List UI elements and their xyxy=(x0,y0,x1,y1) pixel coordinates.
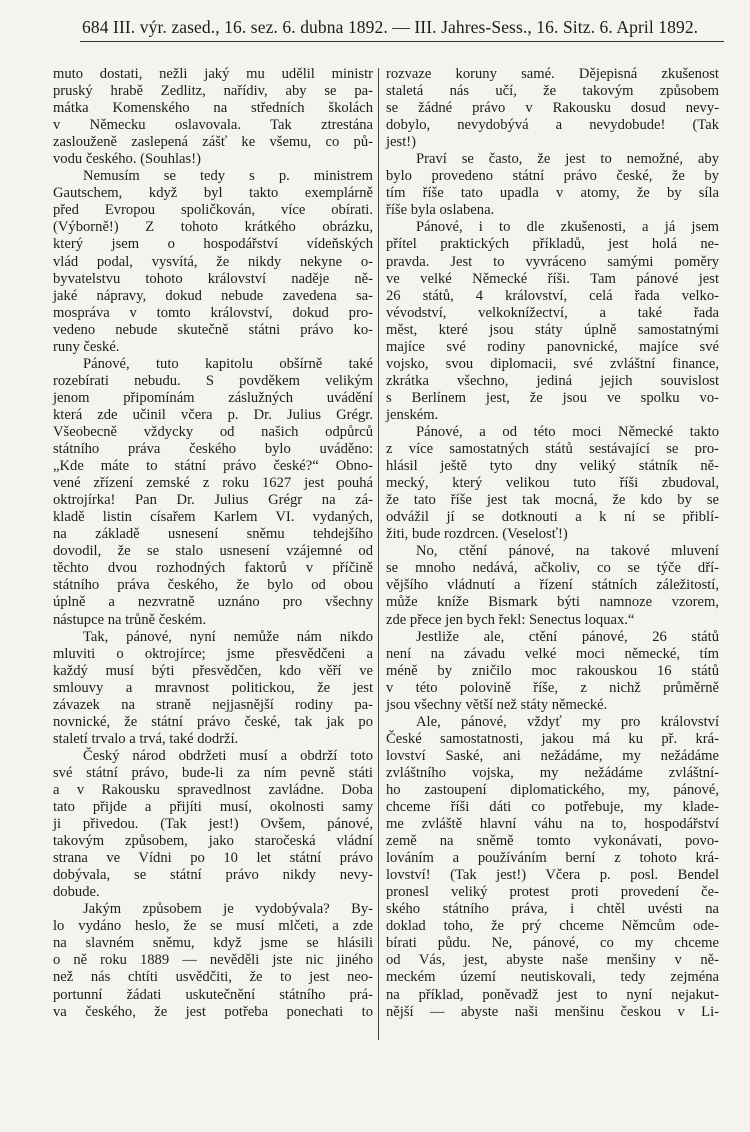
text-line: nější — abyste naši menšinu českou v Li- xyxy=(386,1003,719,1020)
text-line: vedeno nebude skutečně státni právo ko- xyxy=(53,321,373,338)
text-line: přítel praktických příkladů, jest holá ne- xyxy=(386,236,719,253)
text-line: odvážil jí se dotknouti a k ní se přiblí- xyxy=(386,509,719,526)
text-line: pruský hrabě Zedlitz, nařídiv, aby se pa- xyxy=(53,83,373,100)
text-line: se žádné právo v Rakousku dosud nevy- xyxy=(386,100,719,117)
text-line: dobylo, nevydobývá a nevydobude! (Tak xyxy=(386,117,719,134)
text-line: „Kde máte to státní právo české?“ Obno- xyxy=(53,458,373,475)
text-line: na příklad, poněvadž jest to nyní nejakut- xyxy=(386,986,719,1003)
text-line: než nás chtíti usvědčiti, že to jest neo- xyxy=(53,969,373,986)
text-line: me zvláště hlavní váhu na to, hospodářství xyxy=(386,816,719,833)
text-line: lovství! (Tak jest!) Včera p. posl. Bendel xyxy=(386,867,719,884)
text-line: zkrátka všechno, jediná jejich souvislost xyxy=(386,372,719,389)
text-line: Všeobecně vždycky od našich odpůrců xyxy=(53,423,373,440)
text-line: Tak, pánové, nyní nemůže nám nikdo xyxy=(83,628,373,645)
text-line: ve velké Německé říši. Tam pánové jest xyxy=(386,270,719,287)
text-line: s Berlínem jest, že jsou ve spolku vo- xyxy=(386,389,719,406)
text-line: Pánové, tuto kapitolu obšírně také xyxy=(83,355,373,372)
text-line: kladě listin císařem Karlem VI. vydaných, xyxy=(53,509,373,526)
text-line: jsou všechny větší než státy německé. xyxy=(386,696,608,713)
text-line: mecký, který velikou tuto říši zbudoval, xyxy=(386,475,719,492)
text-line: měst, které jsou státy úplně samostatnými xyxy=(386,321,719,338)
text-line: od Vás, jest, abyste naše menšiny v ně- xyxy=(386,952,719,969)
text-line: která zde učinil včera p. Dr. Julius Grégr. xyxy=(53,406,373,423)
text-line: rozvaze koruny samé. Dějepisná zkušenost xyxy=(386,66,719,82)
text-line: může kníže Bismark býti namnoze vzorem, xyxy=(386,594,719,611)
text-line: chceme říši dáti co potřebuje, my klade- xyxy=(386,799,719,816)
text-line: mospráva v tomto království, dokud pro- xyxy=(53,304,373,321)
text-line: státního práva českého, že bylo od obou xyxy=(53,577,373,594)
text-line: lo vydáno heslo, že se musí mlčeti, a zde xyxy=(53,918,373,935)
text-line: žiti, bude rozdrcen. (Veselosť!) xyxy=(386,526,568,543)
text-line: bírati půdu. Ne, pánové, co my chceme xyxy=(386,935,719,952)
text-line: muto dostati, nežli jaký mu udělil ministr xyxy=(53,66,373,82)
text-line: země na sněmě tomto vykonávati, povo- xyxy=(386,833,719,850)
text-line: státního práva českého bylo uváděno: xyxy=(53,441,373,458)
text-line: portunní žádati uskutečnění státního prá- xyxy=(53,986,373,1003)
text-line: Pánové, a od této moci Německé takto xyxy=(416,423,719,440)
paragraph xyxy=(53,66,373,168)
text-line: jaké nápravy, dokud nebude zavedena sa- xyxy=(53,287,373,304)
text-line: nástupce na trůně českém. xyxy=(53,611,207,628)
paragraph xyxy=(386,543,719,628)
text-line: každý musí býti přesvědčen, kdo věří ve xyxy=(53,662,373,679)
text-line: mluviti o oktrojírce; jsme přesvědčeni a xyxy=(53,645,373,662)
text-line: takovým způsobem, jako staročeská vládní xyxy=(53,833,373,850)
text-line: jest!) xyxy=(386,134,416,151)
text-line: zvláštního vojska, my nežádáme zvláštní- xyxy=(386,764,719,781)
text-line: jenom připomínám záslužných uvádění xyxy=(53,389,373,406)
text-line: vojsko, svou diplomacii, své zvláštní finance, xyxy=(386,355,719,372)
text-line: se mnoho nedává, ačkoliv, co se týče dří- xyxy=(386,560,719,577)
text-line: strana ve Vídni po 10 let státní právo xyxy=(53,850,373,867)
text-line: méně by zničilo moc rakouskou 16 států xyxy=(386,662,719,679)
text-line: smlouvy a mravnost politickou, že jest xyxy=(53,679,373,696)
text-line: dovodil, že se stalo usnesení vzájemné od xyxy=(53,543,373,560)
text-line: ji přivedou. (Tak jest!) Ovšem, pánové, xyxy=(53,816,373,833)
text-line: lovství Saské, ani nežádáme, my nežádáme xyxy=(386,747,719,764)
text-line: 26 států, 4 království, celá řada velko- xyxy=(386,287,719,304)
text-line: lováním a používáním berní z tohoto krá- xyxy=(386,850,719,867)
text-line: staletá nás učí, že takovým způsobem xyxy=(386,83,719,100)
text-line: Ale, pánové, vždyť my pro království xyxy=(416,713,719,730)
text-line: v Německu oslavovala. Tak ztrestána xyxy=(53,117,373,134)
text-line: zaslouženě zaslepená zášť ke všemu, co pů- xyxy=(53,134,373,151)
text-line: úplně a nezvratně uznáno pro všechny xyxy=(53,594,373,611)
page-header: 684 III. výr. zased., 16. sez. 6. dubna 1892. — III. Jahres-Sess., 16. Sitz. 6. April 1892. xyxy=(82,17,699,37)
paragraph xyxy=(53,168,373,356)
text-line: No, ctění pánové, na takové mluvení xyxy=(416,543,719,560)
text-line: va českého, že jest potřeba ponechati to xyxy=(53,1003,373,1020)
text-line: doklad toho, že prý chceme Němcům ode- xyxy=(386,918,719,935)
text-line: že tato říše jest tak mocná, že kdo by se xyxy=(386,492,719,509)
text-line: Pánové, i to dle zkušenosti, a já jsem xyxy=(416,219,719,236)
text-line: dobude. xyxy=(53,884,100,901)
text-line: tím říše tato upadla v atomy, že by síla xyxy=(386,185,719,202)
text-line: před Evropou spoličkován, více obírati. xyxy=(53,202,373,219)
header-rule xyxy=(80,41,724,42)
paragraph xyxy=(53,901,373,1020)
text-line: vévodství, velkoknížectví, a také řada xyxy=(386,304,719,321)
text-line: tato přijde a přijíti musí, okolnosti samy xyxy=(53,799,373,816)
text-line: říše byla oslabena. xyxy=(386,202,495,219)
text-line: vějšího vládnutí a řízení státních záležitostí, xyxy=(386,577,719,594)
paragraph xyxy=(53,748,373,901)
paragraph xyxy=(386,714,719,1021)
text-line: (Výborně!) Z tohoto krátkého obrázku, xyxy=(53,219,373,236)
paragraph xyxy=(386,629,719,714)
text-line: oktrojírka! Pan Dr. Julius Grégr na zá- xyxy=(53,492,373,509)
text-line: na slavném sněmu, když jsme se hlásili xyxy=(53,935,373,952)
text-line: rozebírati nebudu. S povděkem velikým xyxy=(53,372,373,389)
text-line: Nemusím se tedy s p. ministrem xyxy=(83,168,373,185)
paragraph xyxy=(53,629,373,748)
text-line: dobývala, se státní právo nikdy nevy- xyxy=(53,867,373,884)
text-line: Jakým způsobem je vydobývala? By- xyxy=(83,901,373,918)
text-line: ho zastoupení diplomatického, my, pánové, xyxy=(386,781,719,798)
text-line: těchto dvou rozhodných faktorů v příčině xyxy=(53,560,373,577)
text-line: který jsem o hospodářství vídeňských xyxy=(53,236,373,253)
text-line: v této polovině říše, z nichž průměrně xyxy=(386,679,719,696)
text-line: vlád podal, vysvítá, že nikdy nekyne o- xyxy=(53,253,373,270)
text-line: Praví se často, že jest to nemožné, aby xyxy=(416,151,719,168)
right-column xyxy=(386,66,719,1021)
text-line: není na závadu velké moci německé, tím xyxy=(386,645,719,662)
left-column xyxy=(53,66,373,1021)
text-line: majíce své rodiny panovnické, majíce své xyxy=(386,338,719,355)
text-line: byvatelstvu tohoto království naděje ně- xyxy=(53,270,373,287)
text-line: hlásil ještě tyto dny veliký státník ně- xyxy=(386,458,719,475)
text-line: o ně roku 1889 — nevěděli jste nic jiného xyxy=(53,952,373,969)
text-line: Jestliže ale, ctění pánové, 26 států xyxy=(416,628,719,645)
text-line: pronesl veliký protest proti provedení če- xyxy=(386,884,719,901)
paragraph xyxy=(386,424,719,543)
text-line: na základě usnesení sněmu tehdejšího xyxy=(53,526,373,543)
text-line: novnické, že státní právo české, tak jak po xyxy=(53,713,373,730)
text-line: meckém území neutiskovali, tedy zejména xyxy=(386,969,719,986)
text-line: Gautschem, když byl takto exemplárně xyxy=(53,185,373,202)
paragraph xyxy=(386,151,719,219)
text-line: své státní právo, bude-li za ním pevně státi xyxy=(53,764,373,781)
paragraph xyxy=(53,356,373,629)
text-line: z více samostatných států sestávající se pro- xyxy=(386,441,719,458)
text-line: vodu českého. (Souhlas!) xyxy=(53,151,201,168)
text-line: ského státního práva, i chtěl uvésti na xyxy=(386,901,719,918)
text-line: pravda. Jest to vyvráceno samými poměry xyxy=(386,253,719,270)
text-line: a v Rakousku spravedlnost zavládne. Doba xyxy=(53,781,373,798)
text-line: Český národ obdržeti musí a obdrží toto xyxy=(83,747,373,764)
text-line: zde přece jen bych řekl: Senectus loquax.“ xyxy=(386,611,635,628)
text-line: bylo provedeno státní právo české, že by xyxy=(386,168,719,185)
paragraph xyxy=(386,219,719,424)
text-line: staletí trvalo a trvá, také dodrží. xyxy=(53,730,239,747)
text-line: mátka Komenského na středních školách xyxy=(53,100,373,117)
column-divider xyxy=(378,68,379,1040)
text-line: vené zřízení zemské z roku 1627 jest pouhá xyxy=(53,475,373,492)
text-line: České samostatnosti, jakou má ku př. krá- xyxy=(386,730,719,747)
text-line: runy české. xyxy=(53,338,120,355)
paragraph xyxy=(386,66,719,151)
text-line: závazek na straně nejjasnější rodiny pa- xyxy=(53,696,373,713)
text-line: jenském. xyxy=(386,406,439,423)
